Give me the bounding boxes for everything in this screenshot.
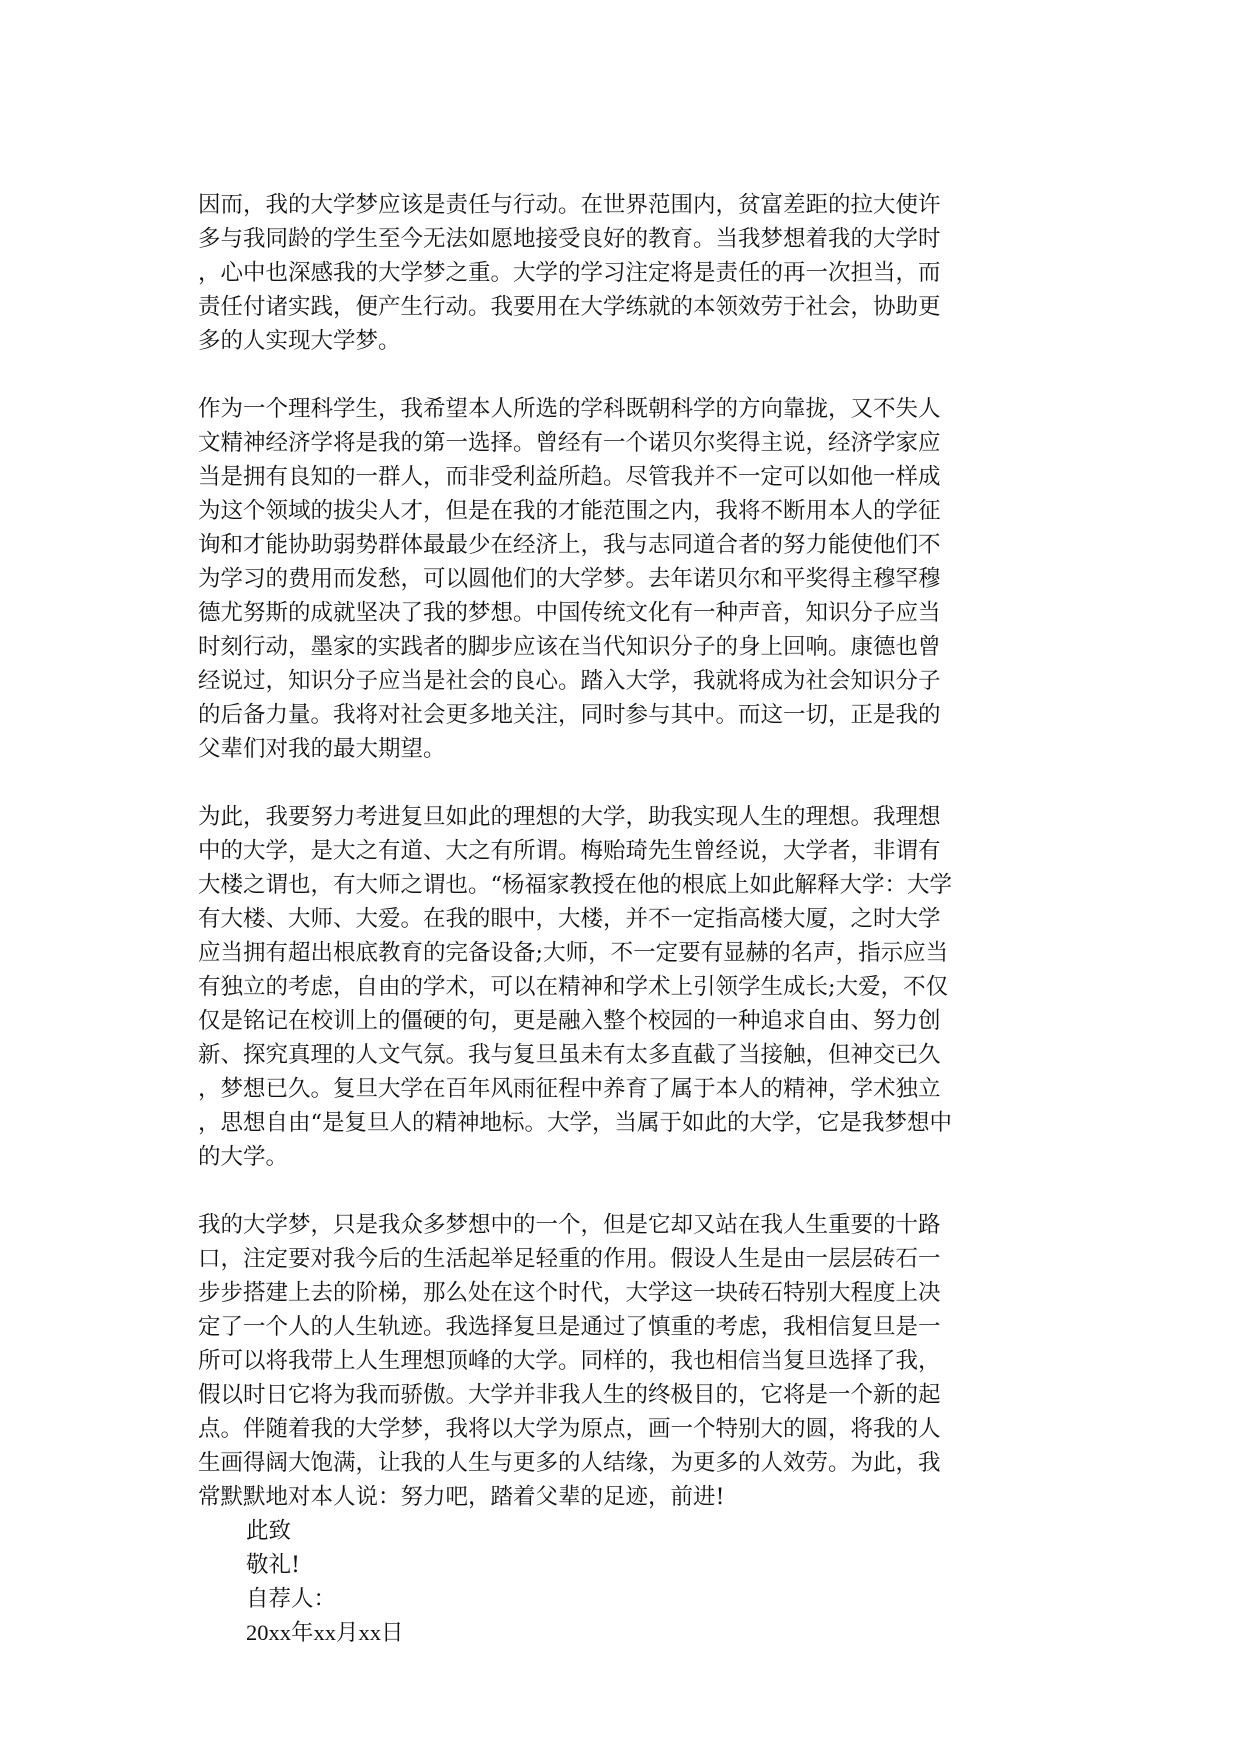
text-line: 点。伴随着我的大学梦，我将以大学为原点，画一个特别大的圆，将我的人 <box>198 1416 941 1442</box>
paragraph-spacer <box>198 766 1043 800</box>
text-line: 大楼之谓也，有大师之谓也。“杨福家教授在他的根底上如此解释大学：大学 <box>198 872 953 898</box>
text-line: 父辈们对我的最大期望。 <box>198 736 446 762</box>
letter-date: 20xx年xx月xx日 <box>246 1620 404 1645</box>
text-line: 定了一个人的人生轨迹。我选择复旦是通过了慎重的考虑，我相信复旦是一 <box>198 1314 941 1340</box>
text-line: 口，注定要对我今后的生活起举足轻重的作用。假设人生是由一层层砖石一 <box>198 1246 941 1272</box>
text-line: 文精神经济学将是我的第一选择。曾经有一个诺贝尔奖得主说，经济学家应 <box>198 430 941 456</box>
text-line: 生画得阔大饱满，让我的人生与更多的人结缘，为更多的人效劳。为此，我 <box>198 1450 941 1476</box>
text-line: 的后备力量。我将对社会更多地关注，同时参与其中。而这一切，正是我的 <box>198 702 941 728</box>
text-line: 询和才能协助弱势群体最最少在经济上，我与志同道合者的努力能使他们不 <box>198 532 941 558</box>
text-line: 常默默地对本人说：努力吧，踏着父辈的足迹，前进! <box>198 1484 725 1510</box>
text-line: 应当拥有超出根底教育的完备设备;大师，不一定要有显赫的名声，指示应当 <box>198 940 949 966</box>
signer-label: 自荐人： <box>246 1586 337 1612</box>
closing-salutation: 此致 <box>246 1518 292 1544</box>
text-line: 时刻行动，墨家的实践者的脚步应该在当代知识分子的身上回响。康德也曾 <box>198 634 941 660</box>
text-line: 有大楼、大师、大爱。在我的眼中，大楼，并不一定指高楼大厦，之时大学 <box>198 906 941 932</box>
text-line: 假以时日它将为我而骄傲。大学并非我人生的终极目的，它将是一个新的起 <box>198 1382 941 1408</box>
text-line: 因而，我的大学梦应该是责任与行动。在世界范围内，贫富差距的拉大使许 <box>198 192 941 218</box>
text-line: 多的人实现大学梦。 <box>198 328 401 354</box>
text-line: 经说过，知识分子应当是社会的良心。踏入大学，我就将成为社会知识分子 <box>198 668 941 694</box>
text-line: 步步搭建上去的阶梯，那么处在这个时代，大学这一块砖石特别大程度上决 <box>198 1280 941 1306</box>
text-line: 责任付诸实践，便产生行动。我要用在大学练就的本领效劳于社会，协助更 <box>198 294 941 320</box>
paragraph-1 <box>198 188 1043 358</box>
text-line: 所可以将我带上人生理想顶峰的大学。同样的，我也相信当复旦选择了我， <box>198 1348 941 1374</box>
text-line: 德尤努斯的成就坚决了我的梦想。中国传统文化有一种声音，知识分子应当 <box>198 600 941 626</box>
paragraph-spacer <box>198 358 1043 392</box>
text-line: 的大学。 <box>198 1144 289 1170</box>
text-line: 新、探究真理的人文气氛。我与复旦虽未有太多直截了当接触，但神交已久 <box>198 1042 941 1068</box>
text-line: 仅是铭记在校训上的僵硬的句，更是融入整个校园的一种追求自由、努力创 <box>198 1008 941 1034</box>
text-line: 我的大学梦，只是我众多梦想中的一个，但是它却又站在我人生重要的十路 <box>198 1212 941 1238</box>
text-line: 当是拥有良知的一群人，而非受利益所趋。尽管我并不一定可以如他一样成 <box>198 464 941 490</box>
paragraph-spacer <box>198 1174 1043 1208</box>
closing-regards: 敬礼! <box>246 1552 301 1578</box>
paragraph-3 <box>198 800 1043 1174</box>
letter-closing <box>198 1514 1043 1650</box>
text-line: 有独立的考虑，自由的学术，可以在精神和学术上引领学生成长;大爱，不仅 <box>198 974 949 1000</box>
text-line: 为这个领域的拔尖人才，但是在我的才能范围之内，我将不断用本人的学征 <box>198 498 941 524</box>
text-line: ，心中也深感我的大学梦之重。大学的学习注定将是责任的再一次担当，而 <box>198 260 941 286</box>
paragraph-4 <box>198 1208 1043 1514</box>
text-line: 为此，我要努力考进复旦如此的理想的大学，助我实现人生的理想。我理想 <box>198 804 941 830</box>
letter-body <box>198 188 1043 1650</box>
text-line: 为学习的费用而发愁，可以圆他们的大学梦。去年诺贝尔和平奖得主穆罕穆 <box>198 566 941 592</box>
text-line: 多与我同龄的学生至今无法如愿地接受良好的教育。当我梦想着我的大学时 <box>198 226 941 252</box>
paragraph-2 <box>198 392 1043 766</box>
text-line: ，思想自由“是复旦人的精神地标。大学，当属于如此的大学，它是我梦想中 <box>198 1110 953 1136</box>
text-line: 作为一个理科学生，我希望本人所选的学科既朝科学的方向靠拢，又不失人 <box>198 396 941 422</box>
text-line: 中的大学，是大之有道、大之有所谓。梅贻琦先生曾经说，大学者，非谓有 <box>198 838 941 864</box>
text-line: ，梦想已久。复旦大学在百年风雨征程中养育了属于本人的精神，学术独立 <box>198 1076 941 1102</box>
